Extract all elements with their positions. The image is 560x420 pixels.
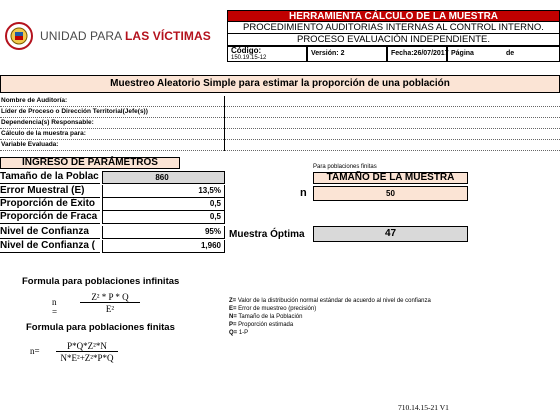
- code-cell: Código: 150.19.15-12: [227, 46, 307, 62]
- section-title: Muestreo Aleatorio Simple para estimar la proporción de una población: [0, 75, 560, 93]
- legend-item: N= Tamaño de la Población: [229, 314, 303, 320]
- param-row-confianza-z: Nivel de Confianza ( 1,960: [0, 240, 225, 253]
- legend-item: P= Proporción estimada: [229, 322, 294, 328]
- procedure-line: PROCEDIMIENTO AUDITORIAS INTERNAS AL CONTROL INTERNO.: [227, 22, 560, 34]
- sample-size-value: 50: [313, 186, 468, 201]
- version-cell: Versión: 2: [307, 46, 387, 62]
- param-row-error[interactable]: Error Muestral (E) 13,5%: [0, 185, 225, 198]
- optimal-sample-label: Muestra Óptima: [229, 229, 305, 240]
- form-row-calculo[interactable]: Cálculo de la muestra para:: [0, 129, 560, 140]
- error-input[interactable]: 13,5%: [102, 185, 225, 198]
- process-line: PROCESO EVALUACIÓN INDEPENDIENTE.: [227, 34, 560, 46]
- tool-title: HERRAMIENTA CÁLCULO DE LA MUESTRA: [227, 10, 560, 22]
- n-label: n: [300, 187, 307, 199]
- page-cell: Página de: [447, 46, 560, 62]
- date-cell: Fecha:26/07/2017: [387, 46, 447, 62]
- param-row-poblacion[interactable]: Tamaño de la Poblac 860: [0, 171, 225, 184]
- form-row-lider[interactable]: Líder de Proceso o Dirección Territorial(Jefe(s)): [0, 107, 560, 118]
- legend-item: E= Error de muestreo (precisión): [229, 306, 317, 312]
- infinite-formula-title: Formula para poblaciones infinitas: [22, 276, 180, 287]
- fracaso-input[interactable]: 0,5: [102, 211, 225, 224]
- exito-input[interactable]: 0,5: [102, 198, 225, 211]
- finite-note: Para poblaciones finitas: [313, 164, 377, 170]
- form-row-variable[interactable]: Variable Evaluada:: [0, 140, 560, 151]
- coat-of-arms-icon: [4, 21, 34, 51]
- confianza-input[interactable]: 95%: [102, 226, 225, 239]
- param-row-fracaso[interactable]: Proporción de Fraca 0,5: [0, 211, 225, 224]
- finite-formula-title: Formula para poblaciones finitas: [26, 322, 175, 333]
- form-row-auditoria[interactable]: Nombre de Auditoría:: [0, 96, 560, 107]
- confianza-z-value: 1,960: [102, 240, 225, 253]
- param-row-exito[interactable]: Proporción de Éxito 0,5: [0, 198, 225, 211]
- legend-item: Q= 1-P: [229, 330, 249, 336]
- param-row-confianza[interactable]: Nivel de Confianza 95%: [0, 226, 225, 239]
- brand-text: UNIDAD PARA LAS VÍCTIMAS: [40, 29, 211, 43]
- optimal-sample-value: 47: [313, 226, 468, 242]
- sample-size-title: TAMAÑO DE LA MUESTRA: [313, 172, 468, 184]
- poblacion-input[interactable]: 860: [102, 171, 225, 184]
- legend-item: Z= Valor de la distribución normal estándar de acuerdo al nivel de confianza: [229, 298, 431, 304]
- form-row-dependencia[interactable]: Dependencia(s) Responsable:: [0, 118, 560, 129]
- params-title: INGRESO DE PARÁMETROS: [0, 157, 180, 169]
- formula-legend: [229, 297, 431, 337]
- brand-logo: [0, 10, 225, 62]
- document-code: 710.14.15-21 V1: [398, 403, 449, 412]
